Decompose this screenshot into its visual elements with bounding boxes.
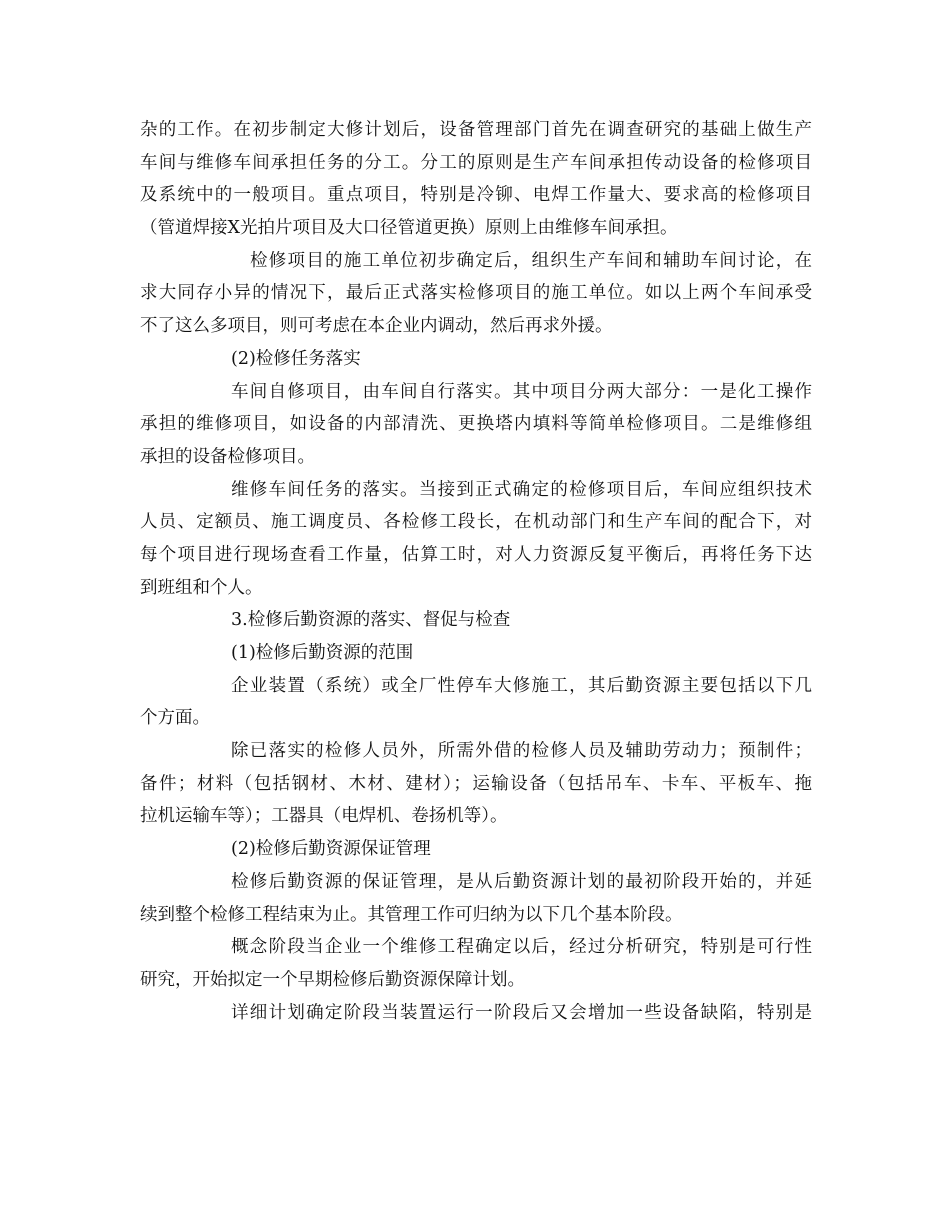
text-line: 不了这么多项目，则可考虑在本企业内调动，然后再求外援。 bbox=[140, 316, 613, 337]
text-line: 备件；材料（包括钢材、木材、建材）；运输设备（包括吊车、卡车、平板车、拖 bbox=[140, 773, 812, 794]
text-line: 个方面。 bbox=[140, 708, 210, 729]
document-page bbox=[140, 114, 812, 1029]
paragraph-first-line: 检修后勤资源的保证管理，是从后勤资源计划的最初阶段开始的，并延 bbox=[231, 871, 812, 892]
text-line: 求大同存小异的情况下，最后正式落实检修项目的施工单位。如以上两个车间承受 bbox=[140, 283, 812, 304]
paragraph-first-line: 详细计划确定阶段当装置运行一阶段后又会增加一些设备缺陷，特别是 bbox=[231, 1002, 812, 1023]
paragraph-first-line: 维修车间任务的落实。当接到正式确定的检修项目后，车间应组织技术 bbox=[231, 479, 812, 500]
text-line: 承担的维修项目，如设备的内部清洗、更换塔内填料等简单检修项目。二是维修组 bbox=[140, 414, 812, 435]
paragraph-first-line: 概念阶段当企业一个维修工程确定以后，经过分析研究，特别是可行性 bbox=[231, 937, 812, 958]
section-heading: (1)检修后勤资源的范围 bbox=[231, 643, 414, 663]
text-line: 杂的工作。在初步制定大修计划后，设备管理部门首先在调查研究的基础上做生产 bbox=[140, 120, 812, 140]
text-line: （管道焊接X光拍片项目及大口径管道更换）原则上由维修车间承担。 bbox=[140, 218, 678, 239]
text-line: 续到整个检修工程结束为止。其管理工作可归纳为以下几个基本阶段。 bbox=[140, 904, 683, 925]
section-heading: (2)检修任务落实 bbox=[231, 348, 361, 369]
text-line: 车间与维修车间承担任务的分工。分工的原则是生产车间承担传动设备的检修项目 bbox=[140, 152, 812, 173]
paragraph-first-line: 除已落实的检修人员外，所需外借的检修人员及辅助劳动力；预制件； bbox=[231, 741, 812, 762]
text-line: 拉机运输车等）；工器具（电焊机、卷扬机等）。 bbox=[140, 806, 508, 827]
text-line: 及系统中的一般项目。重点项目，特别是冷铆、电焊工作量大、要求高的检修项目 bbox=[140, 185, 812, 206]
text-line: 研究，开始拟定一个早期检修后勤资源保障计划。 bbox=[140, 969, 525, 990]
text-line: 每个项目进行现场查看工作量，估算工时，对人力资源反复平衡后，再将任务下达 bbox=[140, 544, 812, 565]
section-heading: 3.检修后勤资源的落实、督促与检查 bbox=[231, 610, 511, 631]
text-line: 到班组和个人。 bbox=[140, 577, 263, 598]
paragraph-first-line: 车间自修项目，由车间自行落实。其中项目分两大部分：一是化工操作 bbox=[231, 381, 812, 402]
section-heading: (2)检修后勤资源保证管理 bbox=[231, 839, 431, 860]
text-line: 人员、定额员、施工调度员、各检修工段长，在机动部门和生产车间的配合下，对 bbox=[140, 512, 812, 533]
paragraph-first-line: 企业装置（系统）或全厂性停车大修施工，其后勤资源主要包括以下几 bbox=[231, 675, 812, 696]
paragraph-first-line: 检修项目的施工单位初步确定后，组织生产车间和辅助车间讨论，在 bbox=[250, 250, 812, 271]
text-line: 承担的设备检修项目。 bbox=[140, 446, 315, 467]
